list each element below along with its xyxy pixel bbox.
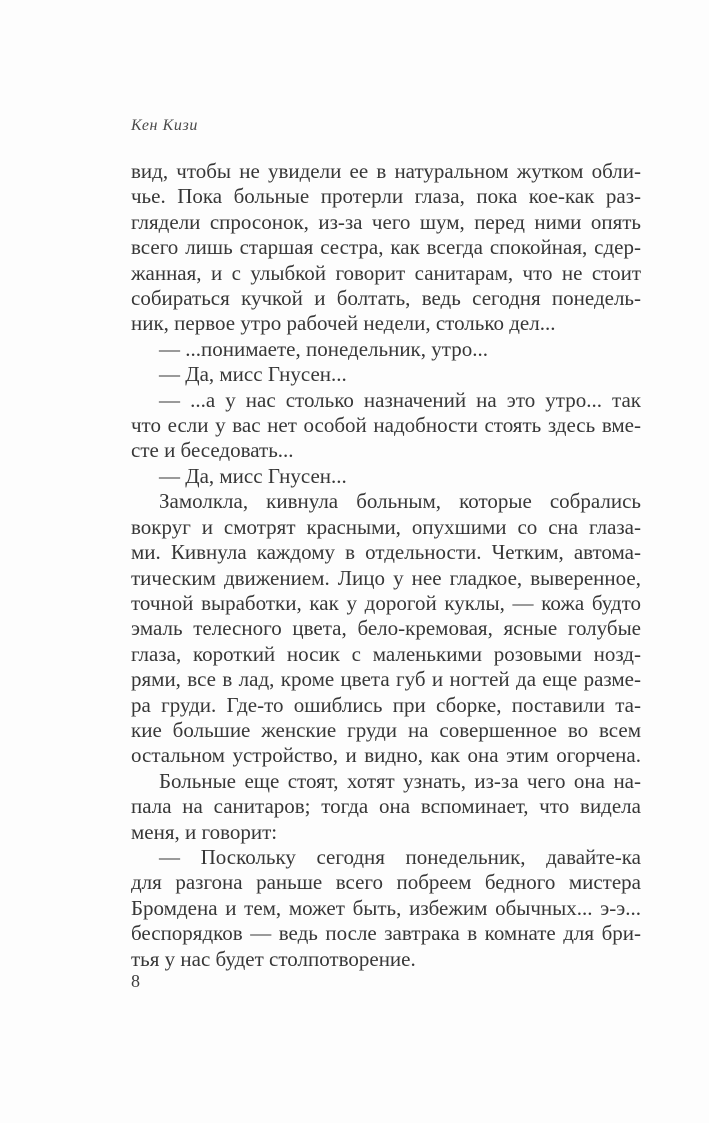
text-line: для разгона раньше всего побреем бедного мистера [131,870,641,895]
text-line: глаза, короткий носик с маленькими розовыми нозд- [131,641,641,666]
text-line: ра груди. Где-то ошиблись при сборке, поставили та- [131,692,641,717]
text-line: Замолкла, кивнула больным, которые собрались [159,489,641,514]
text-line: жанная, и с улыбкой говорит санитарам, что не стоит [131,260,641,285]
text-line: — ...понимаете, понедельник, утро... [159,336,488,361]
running-head: Кен Кизи [131,117,198,134]
text-line: кие большие женские груди на совершенное во всем [131,717,641,742]
text-line: глядели спросонок, из-за чего шум, перед ними опять [131,209,641,234]
text-line: тическим движением. Лицо у нее гладкое, выверенное, [131,565,641,590]
text-line: тья у нас будет столпотворение. [131,946,416,971]
text-line: вид, чтобы не увидели ее в натуральном жутком обли- [131,159,641,183]
text-line: Бромдена и тем, может быть, избежим обычных... э-э... [131,895,641,920]
text-line: всего лишь старшая сестра, как всегда спокойная, сдер- [131,235,641,260]
text-line: вокруг и смотрят красными, опухшими со сна глаза- [131,514,641,539]
text-line: чье. Пока больные протерли глаза, пока кое-как раз- [131,184,641,209]
text-line: что если у вас нет особой надобности стоять здесь вме- [131,413,641,438]
text-line: — Да, мисс Гнусен... [159,362,347,387]
page-number: 8 [131,971,140,991]
text-line: сте и беседовать... [131,438,294,463]
text-line: ник, первое утро рабочей недели, столько дел... [131,311,556,336]
text-line: пала на санитаров; тогда она вспоминает, что видела [131,794,641,819]
text-line: — Да, мисс Гнусен... [159,463,347,488]
text-line: ми. Кивнула каждому в отдельности. Четким, автома- [131,540,641,565]
text-line: собираться кучкой и болтать, ведь сегодня понедель- [131,286,641,311]
text-line: точной выработки, как у дорогой куклы, — кожа будто [131,590,641,615]
text-line: меня, и говорит: [131,819,278,844]
text-line: остальном устройство, и видно, как она этим огорчена. [131,743,641,768]
text-line: беспорядков — ведь после завтрака в комнате для бри- [131,921,641,946]
text-line: Больные еще стоят, хотят узнать, из-за чего она на- [159,768,641,793]
text-line: рями, все в лад, кроме цвета губ и ногтей да еще разме- [131,667,641,692]
text-line: — Поскольку сегодня понедельник, давайте-ка [159,844,641,869]
text-line: — ...а у нас столько назначений на это утро... так [159,387,641,412]
body-text [131,159,641,972]
text-line: эмаль телесного цвета, бело-кремовая, ясные голубые [131,616,641,641]
